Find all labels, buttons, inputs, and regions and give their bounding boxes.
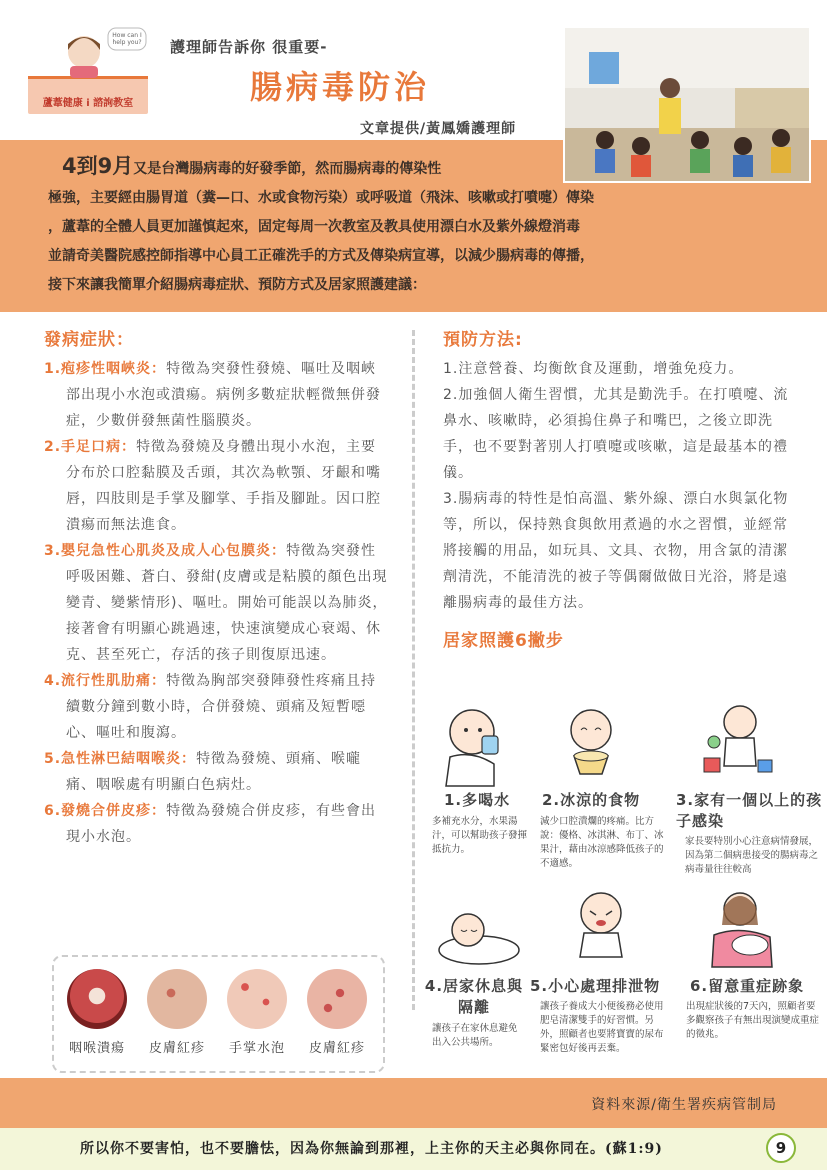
cold-food-icon	[546, 700, 636, 785]
intro-line-1: 又是台灣腸病毒的好發季節，然而腸病毒的傳染性	[133, 161, 442, 177]
bible-verse: 所以你不要害怕，也不要膽怯，因為你無論到那裡，上主你的天主必與你同在。(蘇1:9)	[80, 1141, 663, 1157]
step-title: 6.留意重症跡象	[690, 977, 805, 995]
prevention-item: 2.加強個人衛生習慣，尤其是勤洗手。在打噴嚏、流鼻水、咳嗽時，必須摀住鼻子和嘴巴，之後立即洗手，也不要對著別人打噴嚏或咳嗽，這是最基本的禮儀。	[443, 387, 789, 481]
symptoms-title: 發病症狀：	[44, 330, 134, 350]
intro-line-4: 並請奇美醫院感控師指導中心員工正確洗手的方式及傳染病宣導，以減少腸病毒的傳播，	[48, 248, 594, 264]
symptoms-section	[44, 325, 389, 850]
mother-holding-baby-icon	[700, 885, 790, 970]
hand-blister-image	[227, 969, 287, 1029]
logo-bubble-text: How can I help you?	[112, 32, 142, 46]
home-care-title: 居家照護6撇步	[443, 631, 564, 651]
baby-drinking-icon	[436, 702, 526, 787]
page-number: 9	[766, 1133, 796, 1163]
step-desc: 多補充水分，水果湯汁，可以幫助孩子發揮抵抗力。	[432, 816, 528, 855]
symptom-item: 2.手足口病：特徵為發燒及身體出現小水泡，主要分布於口腔黏膜及舌頭，其次為軟顎、牙齦和嘴唇，四肢則是手掌及腳掌、手指及腳趾。因口腔潰瘍而無法進食。	[44, 439, 381, 533]
step-desc: 家長要特別小心注意病情發展，因為第二個病患接受的腸病毒之病毒量往往較高	[685, 836, 819, 875]
disease-photo: 皮膚紅疹	[142, 969, 212, 1056]
crying-baby-icon	[556, 885, 646, 970]
intro-line-5: 接下來讓我簡單介紹腸病毒症狀、預防方式及居家照護建議：	[48, 277, 426, 293]
prevention-item: 1.注意營養、均衡飲食及運動，增強免疫力。	[443, 361, 744, 377]
source-text: 資料來源/衛生署疾病管制局	[591, 1097, 777, 1113]
intro-lead: 4到9月	[62, 154, 134, 178]
symptom-item: 5.急性淋巴結咽喉炎：特徵為發燒、頭痛、喉嚨痛、咽喉處有明顯白色病灶。	[44, 751, 362, 793]
intro-first-line	[48, 152, 788, 184]
logo	[28, 26, 148, 118]
symptom-item: 6.發燒合併皮疹：特徵為發燒合併皮疹，有些會出現小水泡。	[44, 803, 377, 845]
disease-photo-box	[52, 955, 385, 1073]
column-divider	[412, 330, 415, 1010]
prevention-item: 3.腸病毒的特性是怕高溫、紫外線、漂白水與氯化物等，所以，保持熟食與飲用煮過的水之習慣，並經常將接觸的用品，如玩具、文具、衣物，用含氯的清潔劑清洗，不能清洗的被子等偶爾做做日光浴，將是遠離腸病毒的最佳方法。	[443, 491, 789, 611]
step-title: 2.冰涼的食物	[542, 791, 641, 809]
main-title: 腸病毒防治	[250, 68, 431, 106]
sleeping-child-icon	[434, 890, 524, 975]
step-desc: 減少口腔潰爛的疼痛。比方說：優格、冰淇淋、布丁、冰果汁，藉由冰涼感降低孩子的不適感。	[540, 816, 664, 869]
step-title: 5.小心處理排泄物	[530, 977, 661, 995]
intro-line-3: ，蘆葦的全體人員更加謹慎起來，固定每周一次教室及教具使用漂白水及紫外線燈消毒	[48, 219, 580, 235]
series-title: 護理師告訴你 很重要-	[170, 38, 328, 56]
skin-rash-image	[307, 969, 367, 1029]
symptom-item: 3.嬰兒急性心肌炎及成人心包膜炎：特徵為突發性呼吸困難、蒼白、發紺(皮膚或是粘膜的顏色出現變青、變紫情形)、嘔吐。開始可能誤以為肺炎，接著會有明顯心跳過速，快速演變成心衰竭、休克、甚至死亡，存活的孩子則復原迅速。	[44, 543, 388, 663]
symptom-item: 4.流行性肌肋痛：特徵為胸部突發陣發性疼痛且持續數分鐘到數小時，合併發燒、頭痛及短暫噁心、嘔吐和腹瀉。	[44, 673, 377, 741]
intro-line-2: 極強，主要經由腸胃道（糞—口、水或食物污染）或呼吸道（飛沫、咳嗽或打噴嚏）傳染	[48, 190, 594, 206]
prevention-section	[443, 325, 793, 657]
children-playing-icon	[690, 698, 780, 783]
byline: 文章提供/黃鳳嬌護理師	[360, 121, 517, 137]
step-title: 3.家有一個以上的孩子感染	[676, 791, 823, 830]
step-title: 1.多喝水	[444, 791, 511, 809]
throat-ulcer-image	[67, 969, 127, 1029]
disease-photo: 咽喉潰瘍	[62, 969, 132, 1056]
step-desc: 出現症狀後的7天內，照顧者要多觀察孩子有無出現演變成重症的徵兆。	[686, 1001, 820, 1040]
logo-label: 蘆葦健康 i 諮詢教室	[42, 98, 134, 109]
prevention-title: 預防方法:	[443, 330, 523, 350]
disease-photo: 皮膚紅疹	[302, 969, 372, 1056]
symptom-item: 1.疱疹性咽峽炎：特徵為突發性發燒、嘔吐及咽峽部出現小水泡或潰瘍。病例多數症狀輕微無併發症，少數併發無菌性腦膜炎。	[44, 361, 381, 429]
disease-photo: 手掌水泡	[222, 969, 292, 1056]
step-title: 4.居家休息與隔離	[424, 977, 524, 1016]
step-desc: 讓孩子在家休息避免出入公共場所。	[432, 1023, 518, 1048]
intro-text	[48, 152, 788, 300]
skin-rash-image	[147, 969, 207, 1029]
step-desc: 讓孩子養成大小便後務必使用肥皂清潔雙手的好習慣。另外，照顧者也要將寶寶的尿布緊密包好後再丟棄。	[540, 1001, 664, 1054]
